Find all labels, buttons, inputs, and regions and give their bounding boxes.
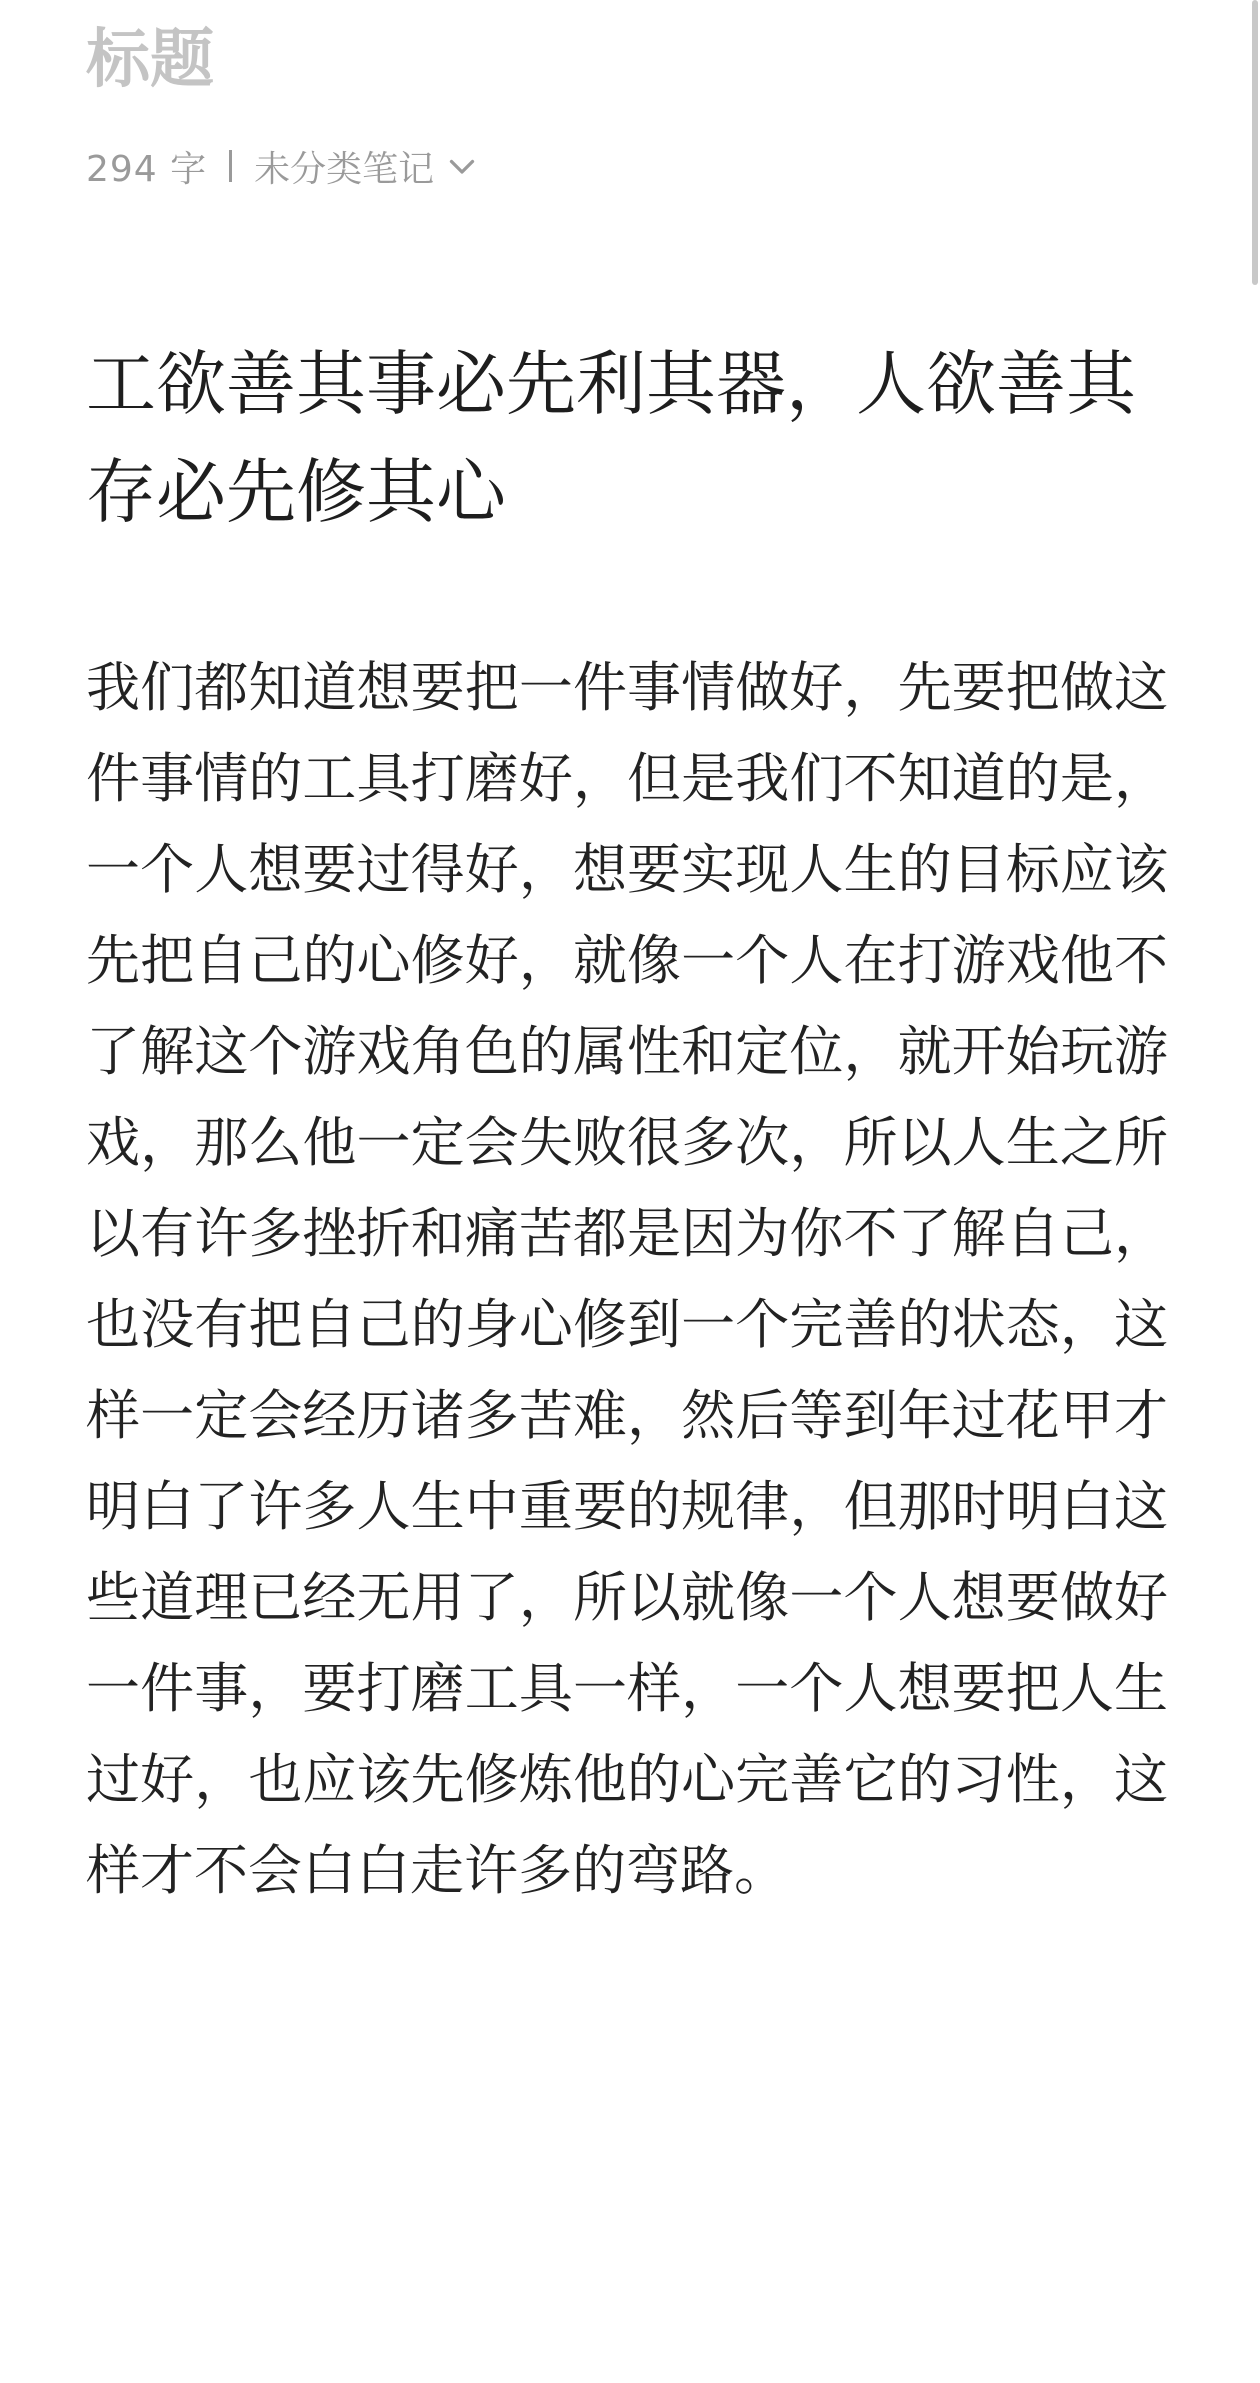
note-body[interactable]: 我们都知道想要把一件事情做好，先要把做这件事情的工具打磨好，但是我们不知道的是，一个人想要过得好，想要实现人生的目标应该先把自己的心修好，就像一个人在打游戏他不了解这个游戏角色的属性和定位，就开始玩游戏，那么他一定会失败很多次，所以人生之所以有许多挫折和痛苦都是因为你不了解自己，也没有把自己的身心修到一个完善的状态，这样一定会经历诸多苦难，然后等到年过花甲才明白了许多人生中重要的规律，但那时明白这些道理已经无用了，所以就像一个人想要做好一件事，要打磨工具一样，一个人想要把人生过好，也应该先修炼他的心完善它的习性，这样才不会白白走许多的弯路。 bbox=[86, 656, 1168, 1902]
category-selector[interactable] bbox=[254, 141, 480, 192]
scrollbar[interactable] bbox=[1248, 0, 1260, 2383]
chevron-down-icon bbox=[444, 148, 480, 184]
title-input[interactable]: 标题 bbox=[86, 23, 214, 97]
scrollbar-thumb[interactable] bbox=[1252, 0, 1258, 285]
category-label: 未分类笔记 bbox=[254, 148, 435, 190]
meta-divider bbox=[229, 150, 232, 182]
note-meta-row bbox=[86, 142, 480, 190]
word-count: 294 字 bbox=[86, 148, 208, 190]
note-heading[interactable]: 工欲善其事必先利其器，人欲善其存必先修其心 bbox=[86, 343, 1136, 533]
